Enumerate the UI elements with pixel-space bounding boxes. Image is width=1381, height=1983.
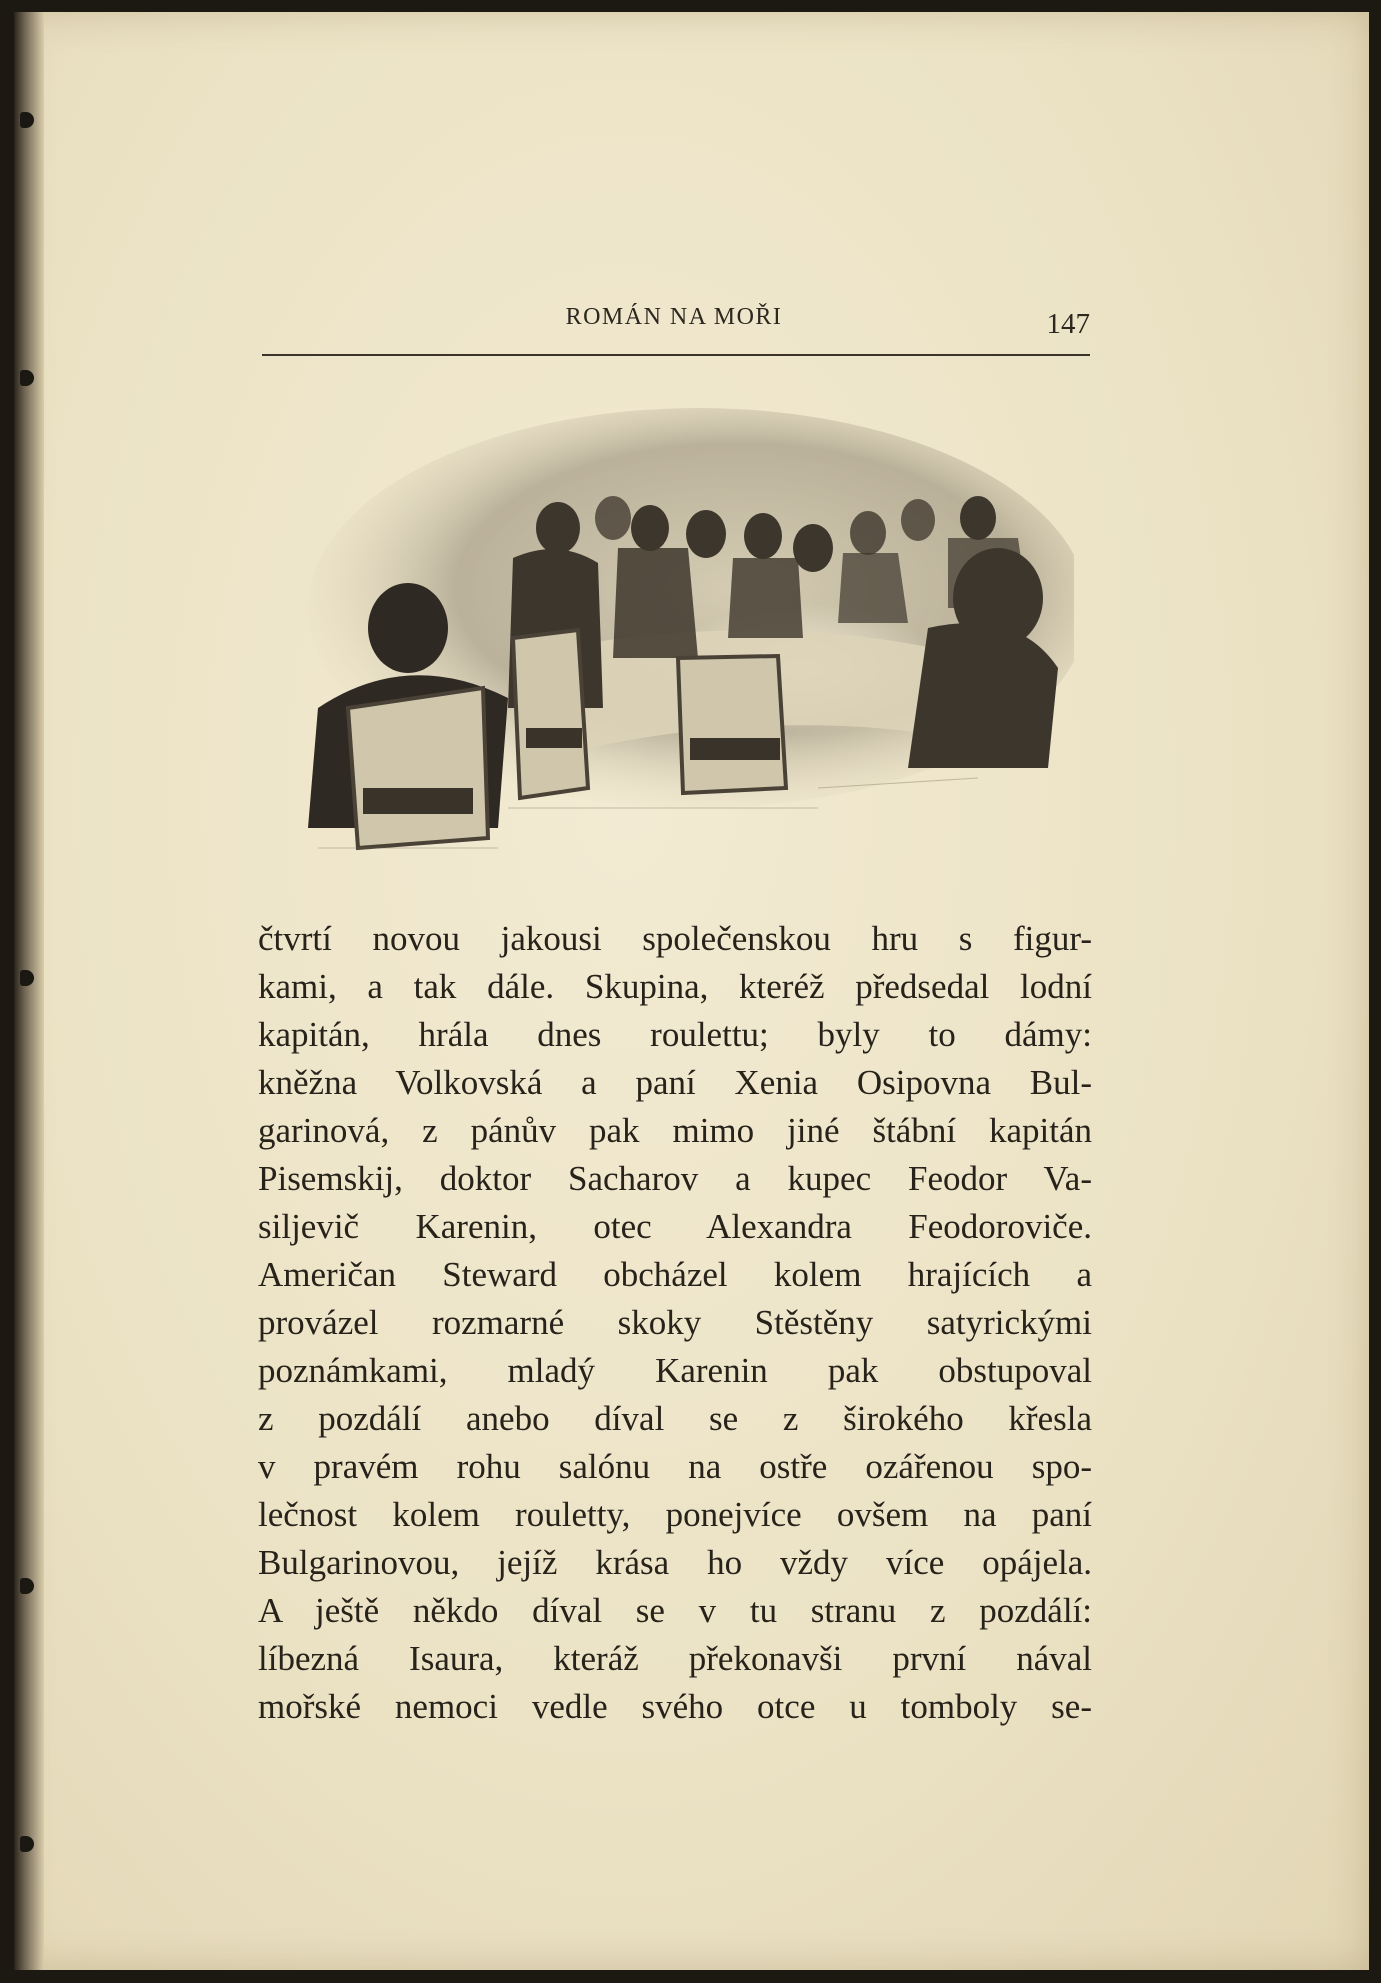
text-line: kami, a tak dále. Skupina, kteréž předsedal lodní — [258, 967, 1092, 1006]
page-number: 147 — [1046, 308, 1090, 340]
page-spine-edge — [14, 12, 44, 1970]
text-line: čtvrtí novou jakousi společenskou hru s figur- — [258, 919, 1092, 958]
text-line: v pravém rohu salónu na ostře ozářenou spo- — [258, 1447, 1092, 1486]
page-header — [262, 304, 1090, 356]
salon-illustration — [258, 408, 1074, 874]
text-line: provázel rozmarné skoky Stěstěny satyrickými — [258, 1303, 1092, 1342]
text-line: lečnost kolem rouletty, ponejvíce ovšem na paní — [258, 1495, 1092, 1534]
text-line: poznámkami, mladý Karenin pak obstupoval — [258, 1351, 1092, 1390]
text-line: kněžna Volkovská a paní Xenia Osipovna Bul- — [258, 1063, 1092, 1102]
body-text — [258, 915, 1092, 1731]
text-line: A ještě někdo díval se v tu stranu z pozdálí: — [258, 1591, 1092, 1630]
running-head: ROMÁN NA MOŘI — [565, 304, 783, 330]
engraving-salon-roulette-icon — [258, 408, 1074, 874]
text-line: z pozdálí anebo díval se z širokého křesla — [258, 1399, 1092, 1438]
text-line: Američan Steward obcházel kolem hrajících a — [258, 1255, 1092, 1294]
text-line: siljevič Karenin, otec Alexandra Feodoroviče. — [258, 1207, 1092, 1246]
text-line: Bulgarinovou, jejíž krása ho vždy více opájela. — [258, 1543, 1092, 1582]
text-line: líbezná Isaura, kteráž překonavši první nával — [258, 1639, 1092, 1678]
text-line: Pisemskij, doktor Sacharov a kupec Feodor Va- — [258, 1159, 1092, 1198]
text-line: kapitán, hrála dnes roulettu; byly to dámy: — [258, 1015, 1092, 1054]
text-line: garinová, z pánův pak mimo jiné štábní kapitán — [258, 1111, 1092, 1150]
text-line: mořské nemoci vedle svého otce u tomboly se- — [258, 1687, 1092, 1726]
